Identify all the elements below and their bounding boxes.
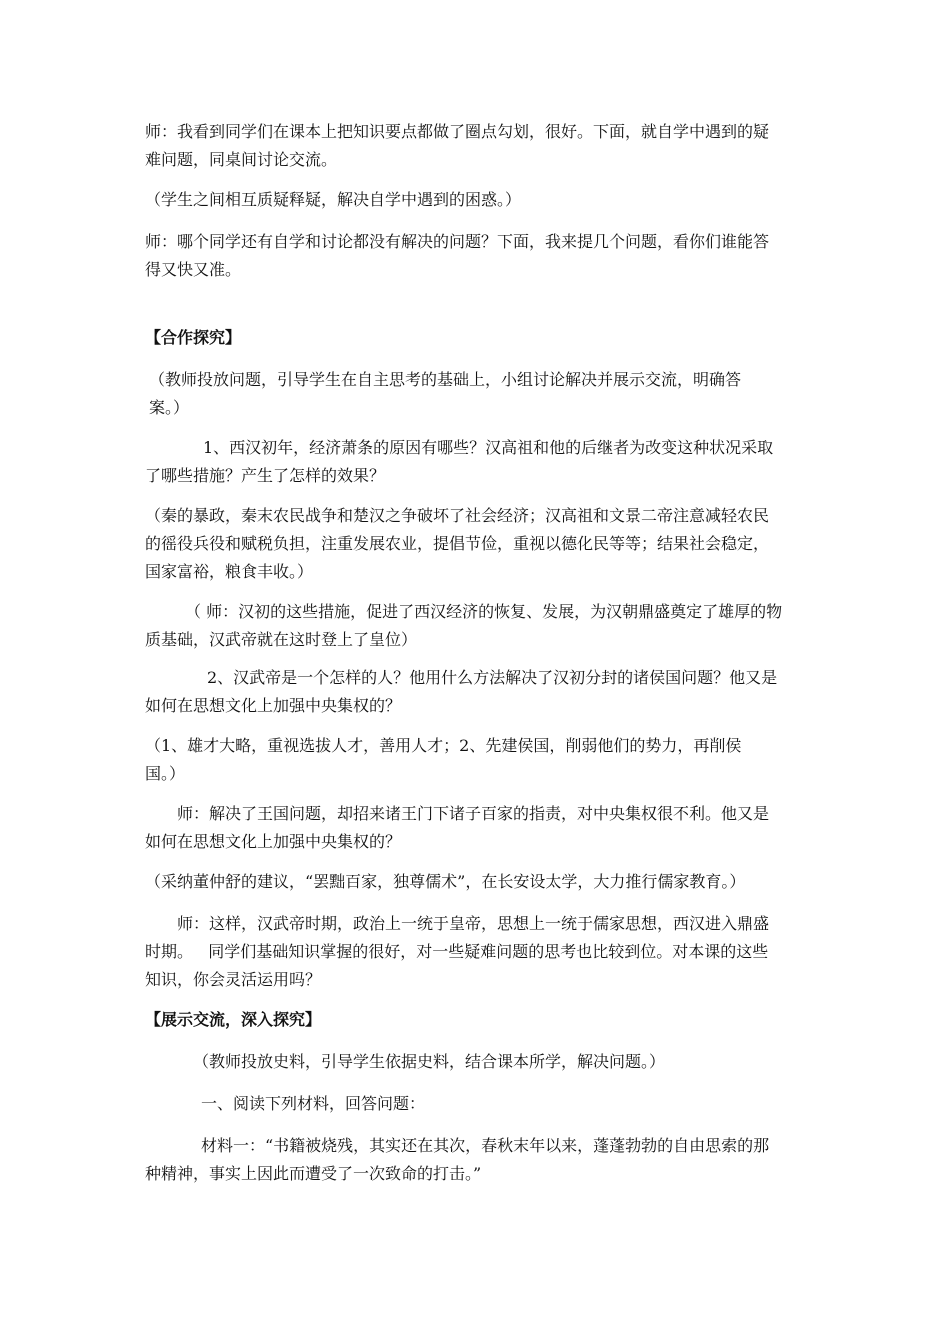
- paragraph-teacher-remark-2: [145, 228, 810, 284]
- question-1: [145, 434, 810, 490]
- text-line: 师：解决了王国问题，却招来诸王门下诸子百家的指责，对中央集权很不利。他又是: [177, 804, 770, 823]
- text-line: （教师投放问题，引导学生在自主思考的基础上，小组讨论解决并展示交流，明确答: [149, 370, 742, 389]
- paragraph-teacher-instruction: [149, 366, 814, 422]
- text-line: 如何在思想文化上加强中央集权的？: [145, 832, 402, 851]
- text-line: （1、雄才大略，重视选拔人才，善用人才；2、先建侯国，削弱他们的势力，再削侯: [145, 736, 742, 755]
- text-line: 得又快又准。: [145, 260, 242, 279]
- text-line: 1、西汉初年，经济萧条的原因有哪些？汉高祖和他的后继者为改变这种状况采取: [203, 438, 774, 457]
- text-line: （ 师：汉初的这些措施，促进了西汉经济的恢复、发展，为汉朝鼎盛奠定了雄厚的物: [185, 602, 783, 621]
- text-line: 一、阅读下列材料，回答问题：: [201, 1094, 426, 1113]
- text-line: 案。）: [149, 398, 190, 417]
- text-line: （教师投放史料，引导学生依据史料，结合课本所学，解决问题。）: [193, 1052, 666, 1071]
- heading-text: 【合作探究】: [145, 328, 242, 347]
- text-line: （采纳董仲舒的建议，“罢黜百家，独尊儒术”，在长安设太学，大力推行儒家教育。）: [145, 872, 746, 891]
- teacher-remark-3: [145, 598, 810, 654]
- text-line: （学生之间相互质疑释疑，解决自学中遇到的困惑。）: [145, 190, 522, 209]
- text-line: 国家富裕，粮食丰收。）: [145, 562, 314, 581]
- text-line: 如何在思想文化上加强中央集权的？: [145, 696, 402, 715]
- text-line: 的徭役兵役和赋税负担，注重发展农业，提倡节俭，重视以德化民等等；结果社会稳定，: [145, 534, 770, 553]
- answer-1: [145, 502, 810, 586]
- paragraph-teacher-instruction-2: [145, 1048, 810, 1076]
- paragraph-teacher-remark-1: [145, 118, 810, 174]
- text-line: 师：这样，汉武帝时期，政治上一统于皇帝，思想上一统于儒家思想，西汉进入鼎盛: [177, 914, 770, 933]
- text-line: （秦的暴政，秦末农民战争和楚汉之争破坏了社会经济；汉高祖和文景二帝注意减轻农民: [145, 506, 770, 525]
- text-line: 质基础，汉武帝就在这时登上了皇位）: [145, 630, 418, 649]
- section-heading-show-and-explore: [145, 1006, 810, 1034]
- answer-2: [145, 732, 810, 788]
- text-line: 了哪些措施？产生了怎样的效果？: [145, 466, 386, 485]
- text-line: 种精神，事实上因此而遭受了一次致命的打击。”: [145, 1164, 482, 1183]
- material-1: [145, 1132, 810, 1188]
- answer-3: [145, 868, 810, 896]
- question-2: [145, 664, 810, 720]
- text-line: 2、汉武帝是一个怎样的人？他用什么方法解决了汉初分封的诸侯国问题？他又是: [207, 668, 778, 687]
- text-line: 难问题，同桌间讨论交流。: [145, 150, 338, 169]
- exercise-heading: [145, 1090, 810, 1118]
- text-line: 时期。 同学们基础知识掌握的很好，对一些疑难问题的思考也比较到位。对本课的这些: [145, 942, 769, 961]
- teacher-remark-5: [145, 910, 810, 994]
- teacher-remark-4: [145, 800, 810, 856]
- text-line: 师：我看到同学们在课本上把知识要点都做了圈点勾划，很好。下面，就自学中遇到的疑: [145, 122, 770, 141]
- text-line: 国。）: [145, 764, 186, 783]
- text-line: 知识，你会灵活运用吗？: [145, 970, 322, 989]
- heading-text: 【展示交流，深入探究】: [145, 1010, 322, 1029]
- text-line: 材料一：“书籍被烧残，其实还在其次，春秋末年以来，蓬蓬勃勃的自由思索的那: [201, 1136, 770, 1155]
- paragraph-student-activity: [145, 186, 810, 214]
- section-heading-cooperative-inquiry: [145, 324, 810, 352]
- text-line: 师：哪个同学还有自学和讨论都没有解决的问题？下面，我来提几个问题，看你们谁能答: [145, 232, 770, 251]
